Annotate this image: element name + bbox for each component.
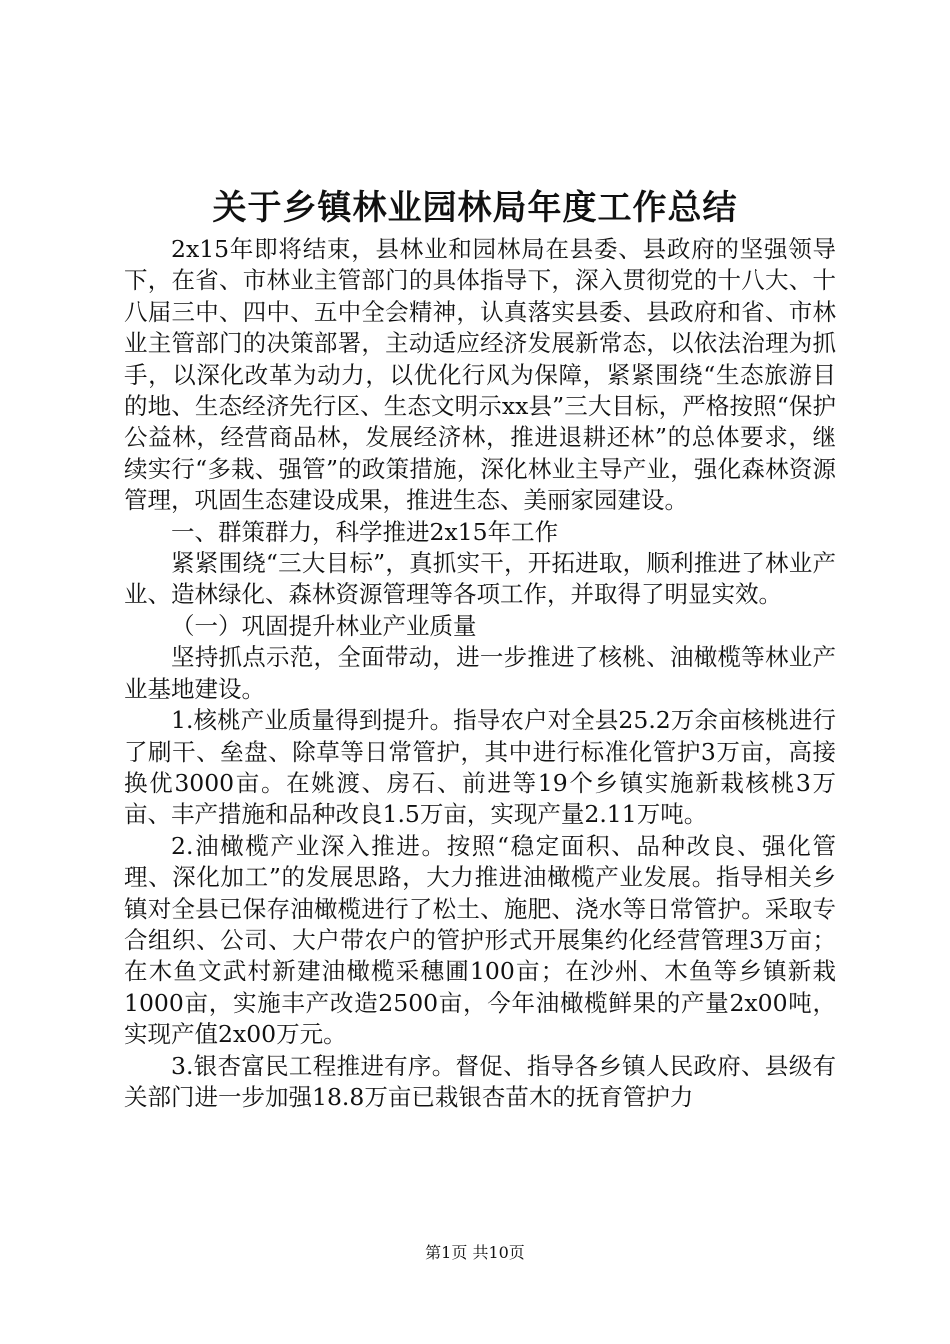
paragraph-section-1-summary: 紧紧围绕“三大目标”，真抓实干，开拓进取，顺利推进了林业产业、造林绿化、森林资源管理等各项工作，并取得了明显实效。 xyxy=(124,549,836,609)
paragraph-ginkgo-project: 3.银杏富民工程推进有序。督促、指导各乡镇人民政府、县级有关部门进一步加强18.8万亩已栽银杏苗木的抚育管护力 xyxy=(124,1051,836,1111)
paragraph-olive-industry: 2.油橄榄产业深入推进。按照“稳定面积、品种改良、强化管理、深化加工”的发展思路，大力推进油橄榄产业发展。指导相关乡镇对全县已保存油橄榄进行了松土、施肥、浇水等日常管护。采取专合组织、公司、大户带农户的管护形式开展集约化经营管理3万亩；在木鱼文武村新建油橄榄采穗圃100亩；在沙州、木鱼等乡镇新栽1000亩，实施丰产改造2500亩，今年油橄榄鲜果的产量2x00吨，实现产值2x00万元。 xyxy=(124,831,836,1049)
paragraph-walnut-industry: 1.核桃产业质量得到提升。指导农户对全县25.2万余亩核桃进行了刷干、垒盘、除草等日常管护，其中进行标准化管护3万亩，高接换优3000亩。在姚渡、房石、前进等19个乡镇实施新栽核桃3万亩、丰产措施和品种改良1.5万亩，实现产量2.11万吨。 xyxy=(124,706,836,829)
page-footer: 第1页 共10页 xyxy=(425,1243,525,1262)
section-heading-1: 一、群策群力，科学推进2x15年工作 xyxy=(171,517,559,546)
paragraph-subsection-1-summary: 坚持抓点示范，全面带动，进一步推进了核桃、油橄榄等林业产业基地建设。 xyxy=(124,643,836,703)
paragraph-intro: 2x15年即将结束，县林业和园林局在县委、县政府的坚强领导下，在省、市林业主管部门的具体指导下，深入贯彻党的十八大、十八届三中、四中、五中全会精神，认真落实县委、县政府和省、市林业主管部门的决策部署，主动适应经济发展新常态，以依法治理为抓手，以深化改革为动力，以优化行风为保障，紧紧围绕“生态旅游目的地、生态经济先行区、生态文明示xx县”三大目标，严格按照“保护公益林，经营商品林，发展经济林，推进退耕还林”的总体要求，继续实行“多栽、强管”的政策措施，深化林业主导产业，强化森林资源管理，巩固生态建设成果，推进生态、美丽家园建设。 xyxy=(124,235,836,515)
subsection-heading-1: （一）巩固提升林业产业质量 xyxy=(171,611,477,640)
document-title: 关于乡镇林业园林局年度工作总结 xyxy=(212,188,738,228)
document-body xyxy=(124,234,836,1113)
